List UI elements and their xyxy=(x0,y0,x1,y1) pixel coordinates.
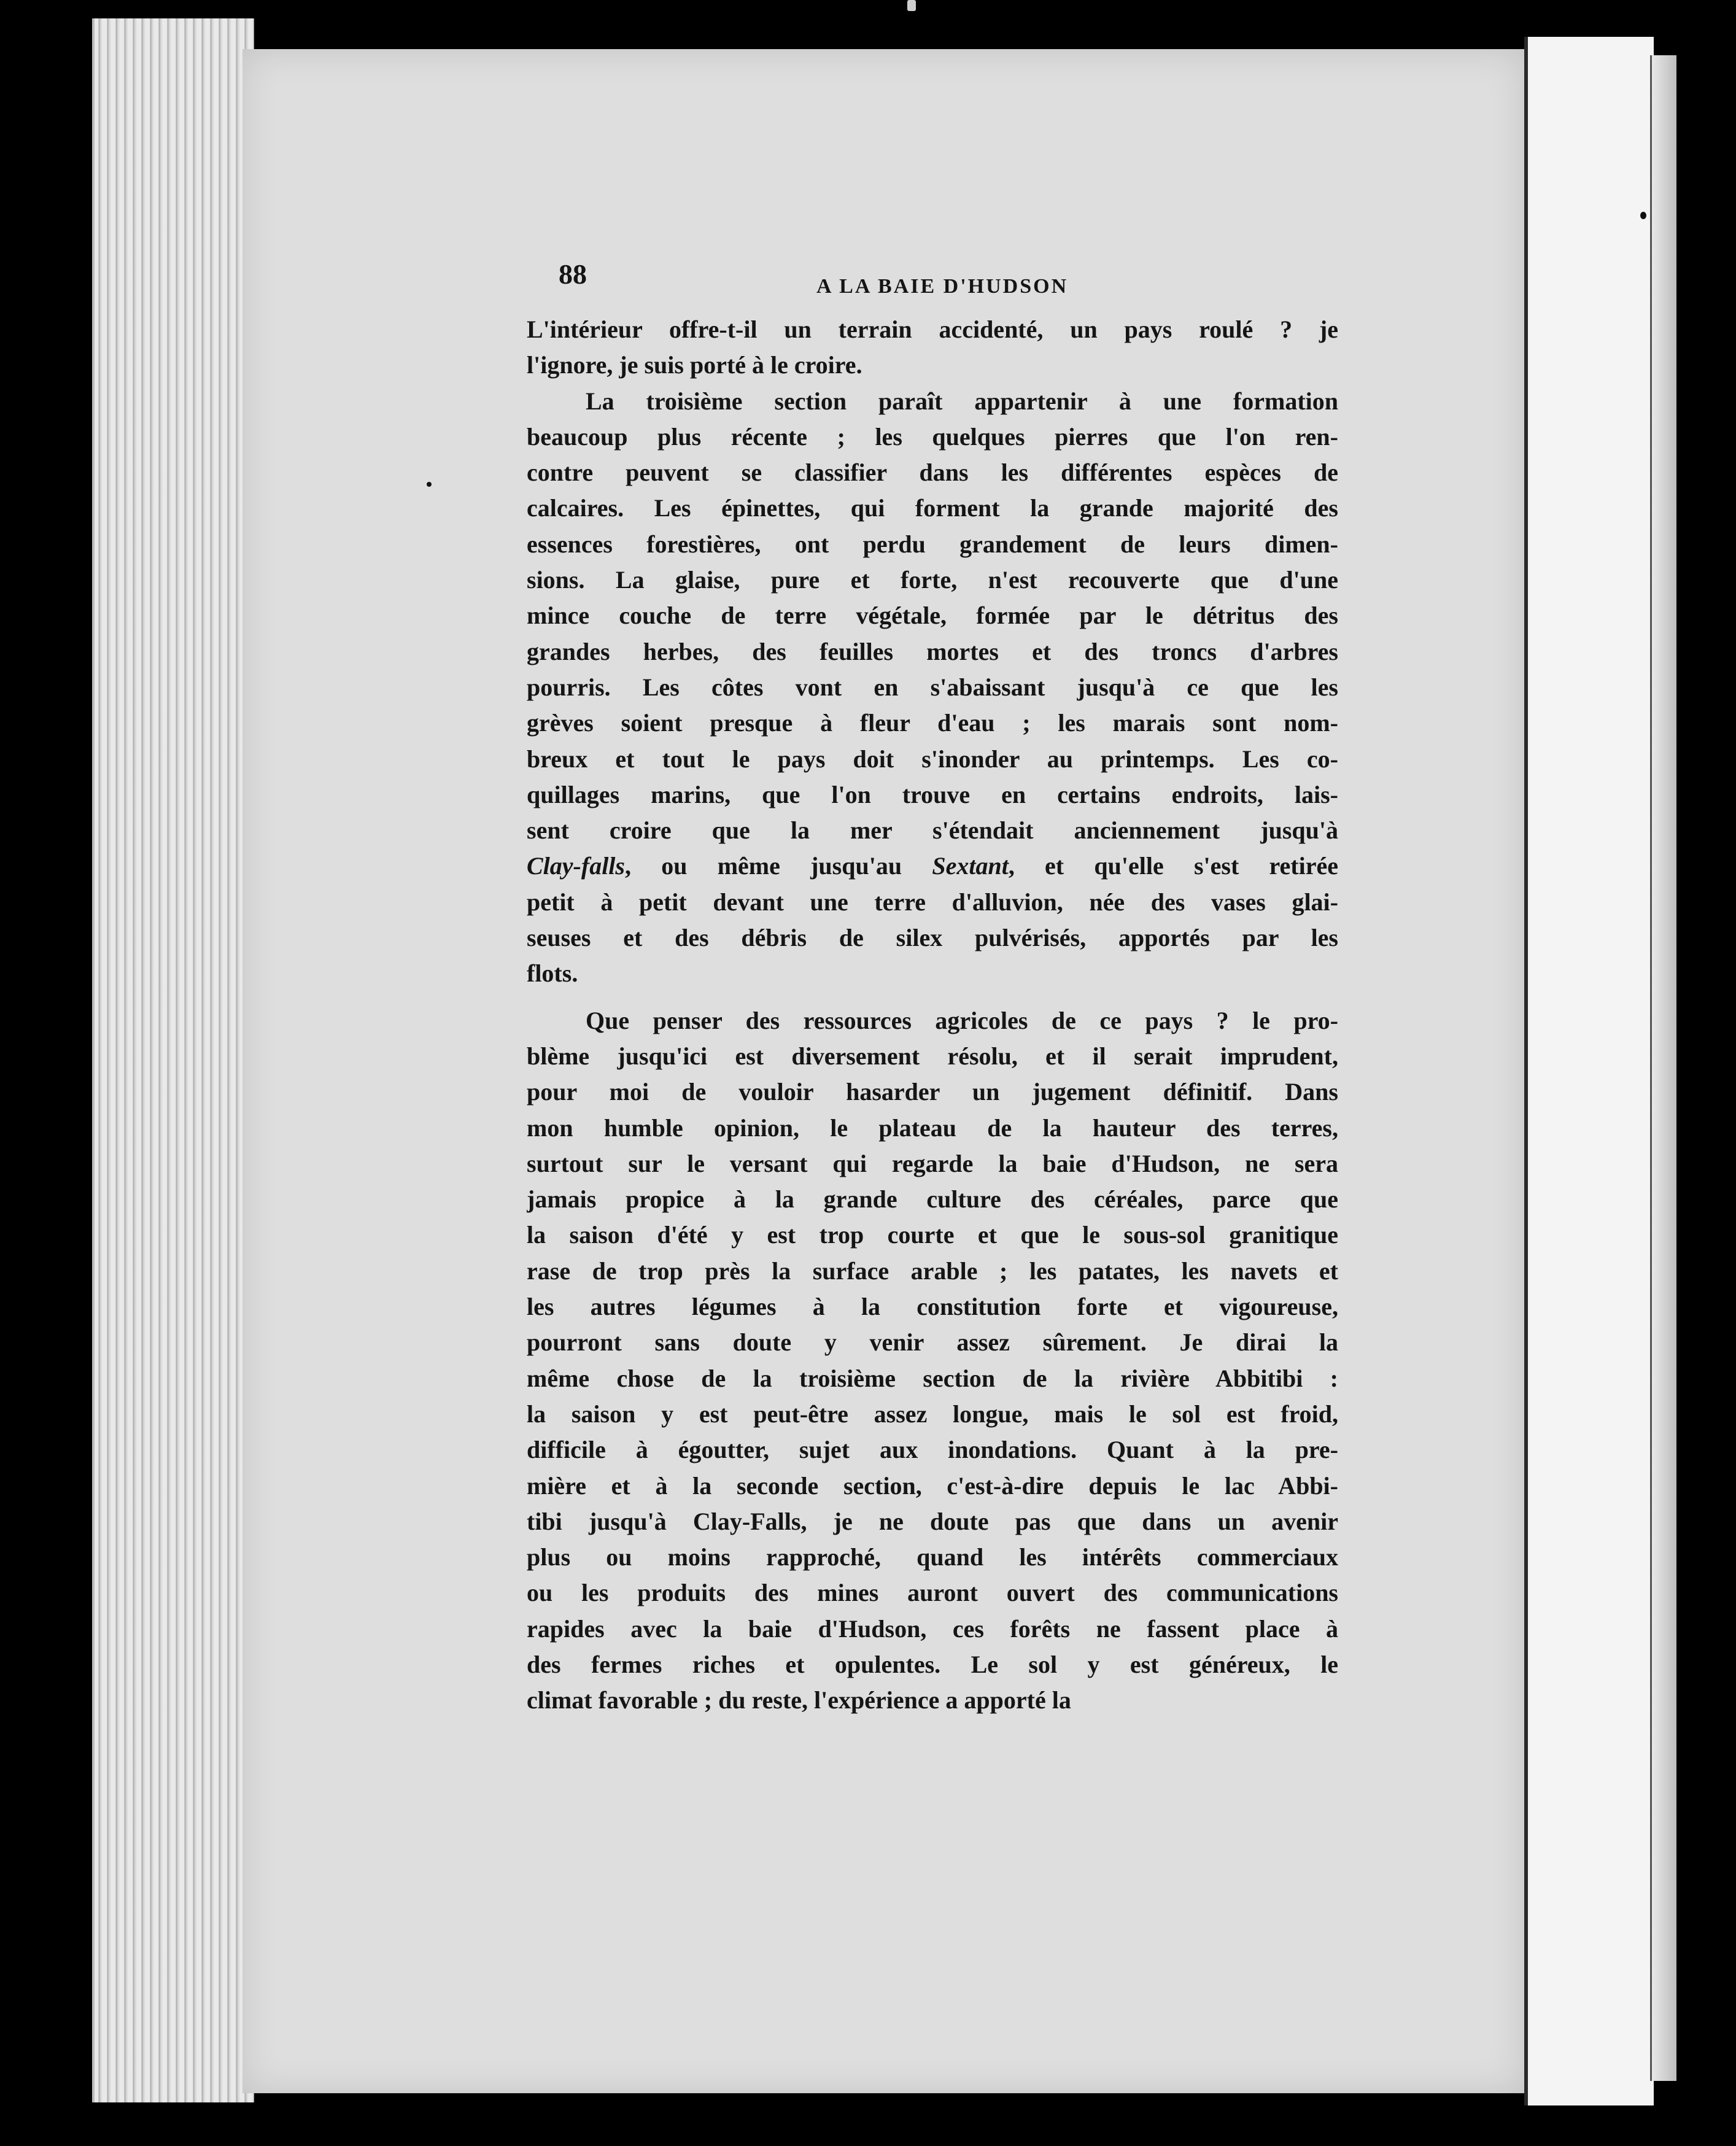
text-line: rapides avec la baie d'Hudson, ces forêts ne fassent place à xyxy=(527,1614,1338,1643)
paragraph xyxy=(527,312,1338,384)
text-line: jamais propice à la grande culture des céréales, parce que xyxy=(527,1185,1338,1214)
speck xyxy=(1640,212,1646,219)
text-line: l'ignore, je suis porté à le croire. xyxy=(527,351,862,379)
text-line: des fermes riches et opulentes. Le sol y est généreux, le xyxy=(527,1650,1338,1678)
text-line: calcaires. Les épinettes, qui forment la grande majorité des xyxy=(527,494,1338,522)
text-line: blème jusqu'ici est diversement résolu, et il serait imprudent, xyxy=(527,1042,1338,1070)
speck xyxy=(427,482,432,487)
text-line: rase de trop près la surface arable ; les patates, les navets et xyxy=(527,1257,1338,1285)
text-line: difficile à égoutter, sujet aux inondations. Quant à la pre- xyxy=(527,1436,1338,1464)
film-mark xyxy=(907,0,916,11)
text-line: essences forestières, ont perdu grandement de leurs dimen- xyxy=(527,530,1338,558)
text-line: sent croire que la mer s'étendait anciennement jusqu'à xyxy=(527,816,1338,845)
text-line: sions. La glaise, pure et forte, n'est recouverte que d'une xyxy=(527,566,1338,594)
text-line: mince couche de terre végétale, formée par le détritus des xyxy=(527,602,1338,630)
text-line: L'intérieur offre-t-il un terrain accidenté, un pays roulé ? je xyxy=(527,316,1338,343)
text-line: climat favorable ; du reste, l'expérience a apporté la xyxy=(527,1686,1071,1714)
running-head: A LA BAIE D'HUDSON xyxy=(816,275,1069,298)
text-line: mon humble opinion, le plateau de la hauteur des terres, xyxy=(527,1114,1338,1142)
text-line: la saison y est peut-être assez longue, mais le sol est froid, xyxy=(527,1400,1338,1428)
text-line: pourris. Les côtes vont en s'abaissant jusqu'à ce que les xyxy=(527,673,1338,701)
text-line: grèves soient presque à fleur d'eau ; les marais sont nom- xyxy=(527,709,1338,737)
paragraph xyxy=(527,384,1338,992)
text-line: petit à petit devant une terre d'alluvion, née des vases glai- xyxy=(527,888,1338,916)
text-line: breux et tout le pays doit s'inonder au printemps. Les co- xyxy=(527,745,1338,773)
text-line: surtout sur le versant qui regarde la baie d'Hudson, ne sera xyxy=(527,1149,1338,1177)
text-line: grandes herbes, des feuilles mortes et des troncs d'arbres xyxy=(527,637,1338,665)
page-number: 88 xyxy=(559,258,587,290)
text-line: pour moi de vouloir hasarder un jugement définitif. Dans xyxy=(527,1078,1338,1106)
text-line: même chose de la troisième section de la rivière Abbitibi : xyxy=(527,1364,1338,1392)
text-line: tibi jusqu'à Clay-Falls, je ne doute pas que dans un avenir xyxy=(527,1507,1338,1535)
paragraph-gap xyxy=(527,992,1338,1003)
text-line: mière et à la seconde section, c'est-à-dire depuis le lac Abbi- xyxy=(527,1471,1338,1500)
text-line: La troisième section paraît appartenir à une formation xyxy=(586,387,1338,415)
text-line: beaucoup plus récente ; les quelques pierres que l'on ren- xyxy=(527,422,1338,451)
text-line: pourront sans doute y venir assez sûrement. Je dirai la xyxy=(527,1328,1338,1357)
text-line: Clay-falls, ou même jusqu'au Sextant, et qu'elle s'est retirée xyxy=(527,852,1338,880)
body-text xyxy=(527,312,1338,1719)
text-line: seuses et des débris de silex pulvérisés, apportés par les xyxy=(527,924,1338,952)
page-edges xyxy=(92,18,254,2102)
text-line: plus ou moins rapproché, quand les intérêts commerciaux xyxy=(527,1543,1338,1571)
text-line: quillages marins, que l'on trouve en certains endroits, lais- xyxy=(527,780,1338,808)
text-line: les autres légumes à la constitution forte et vigoureuse, xyxy=(527,1293,1338,1321)
facing-page-edge xyxy=(1650,55,1676,2081)
paragraph xyxy=(527,1003,1338,1719)
text-line: la saison d'été y est trop courte et que le sous-sol granitique xyxy=(527,1221,1338,1249)
text-line: Que penser des ressources agricoles de ce pays ? le pro- xyxy=(586,1006,1338,1034)
text-line: ou les produits des mines auront ouvert des communications xyxy=(527,1579,1338,1607)
page-header xyxy=(559,258,1357,301)
text-line: flots. xyxy=(527,959,578,988)
text-line: contre peuvent se classifier dans les différentes espèces de xyxy=(527,459,1338,487)
facing-page xyxy=(1524,37,1654,2105)
